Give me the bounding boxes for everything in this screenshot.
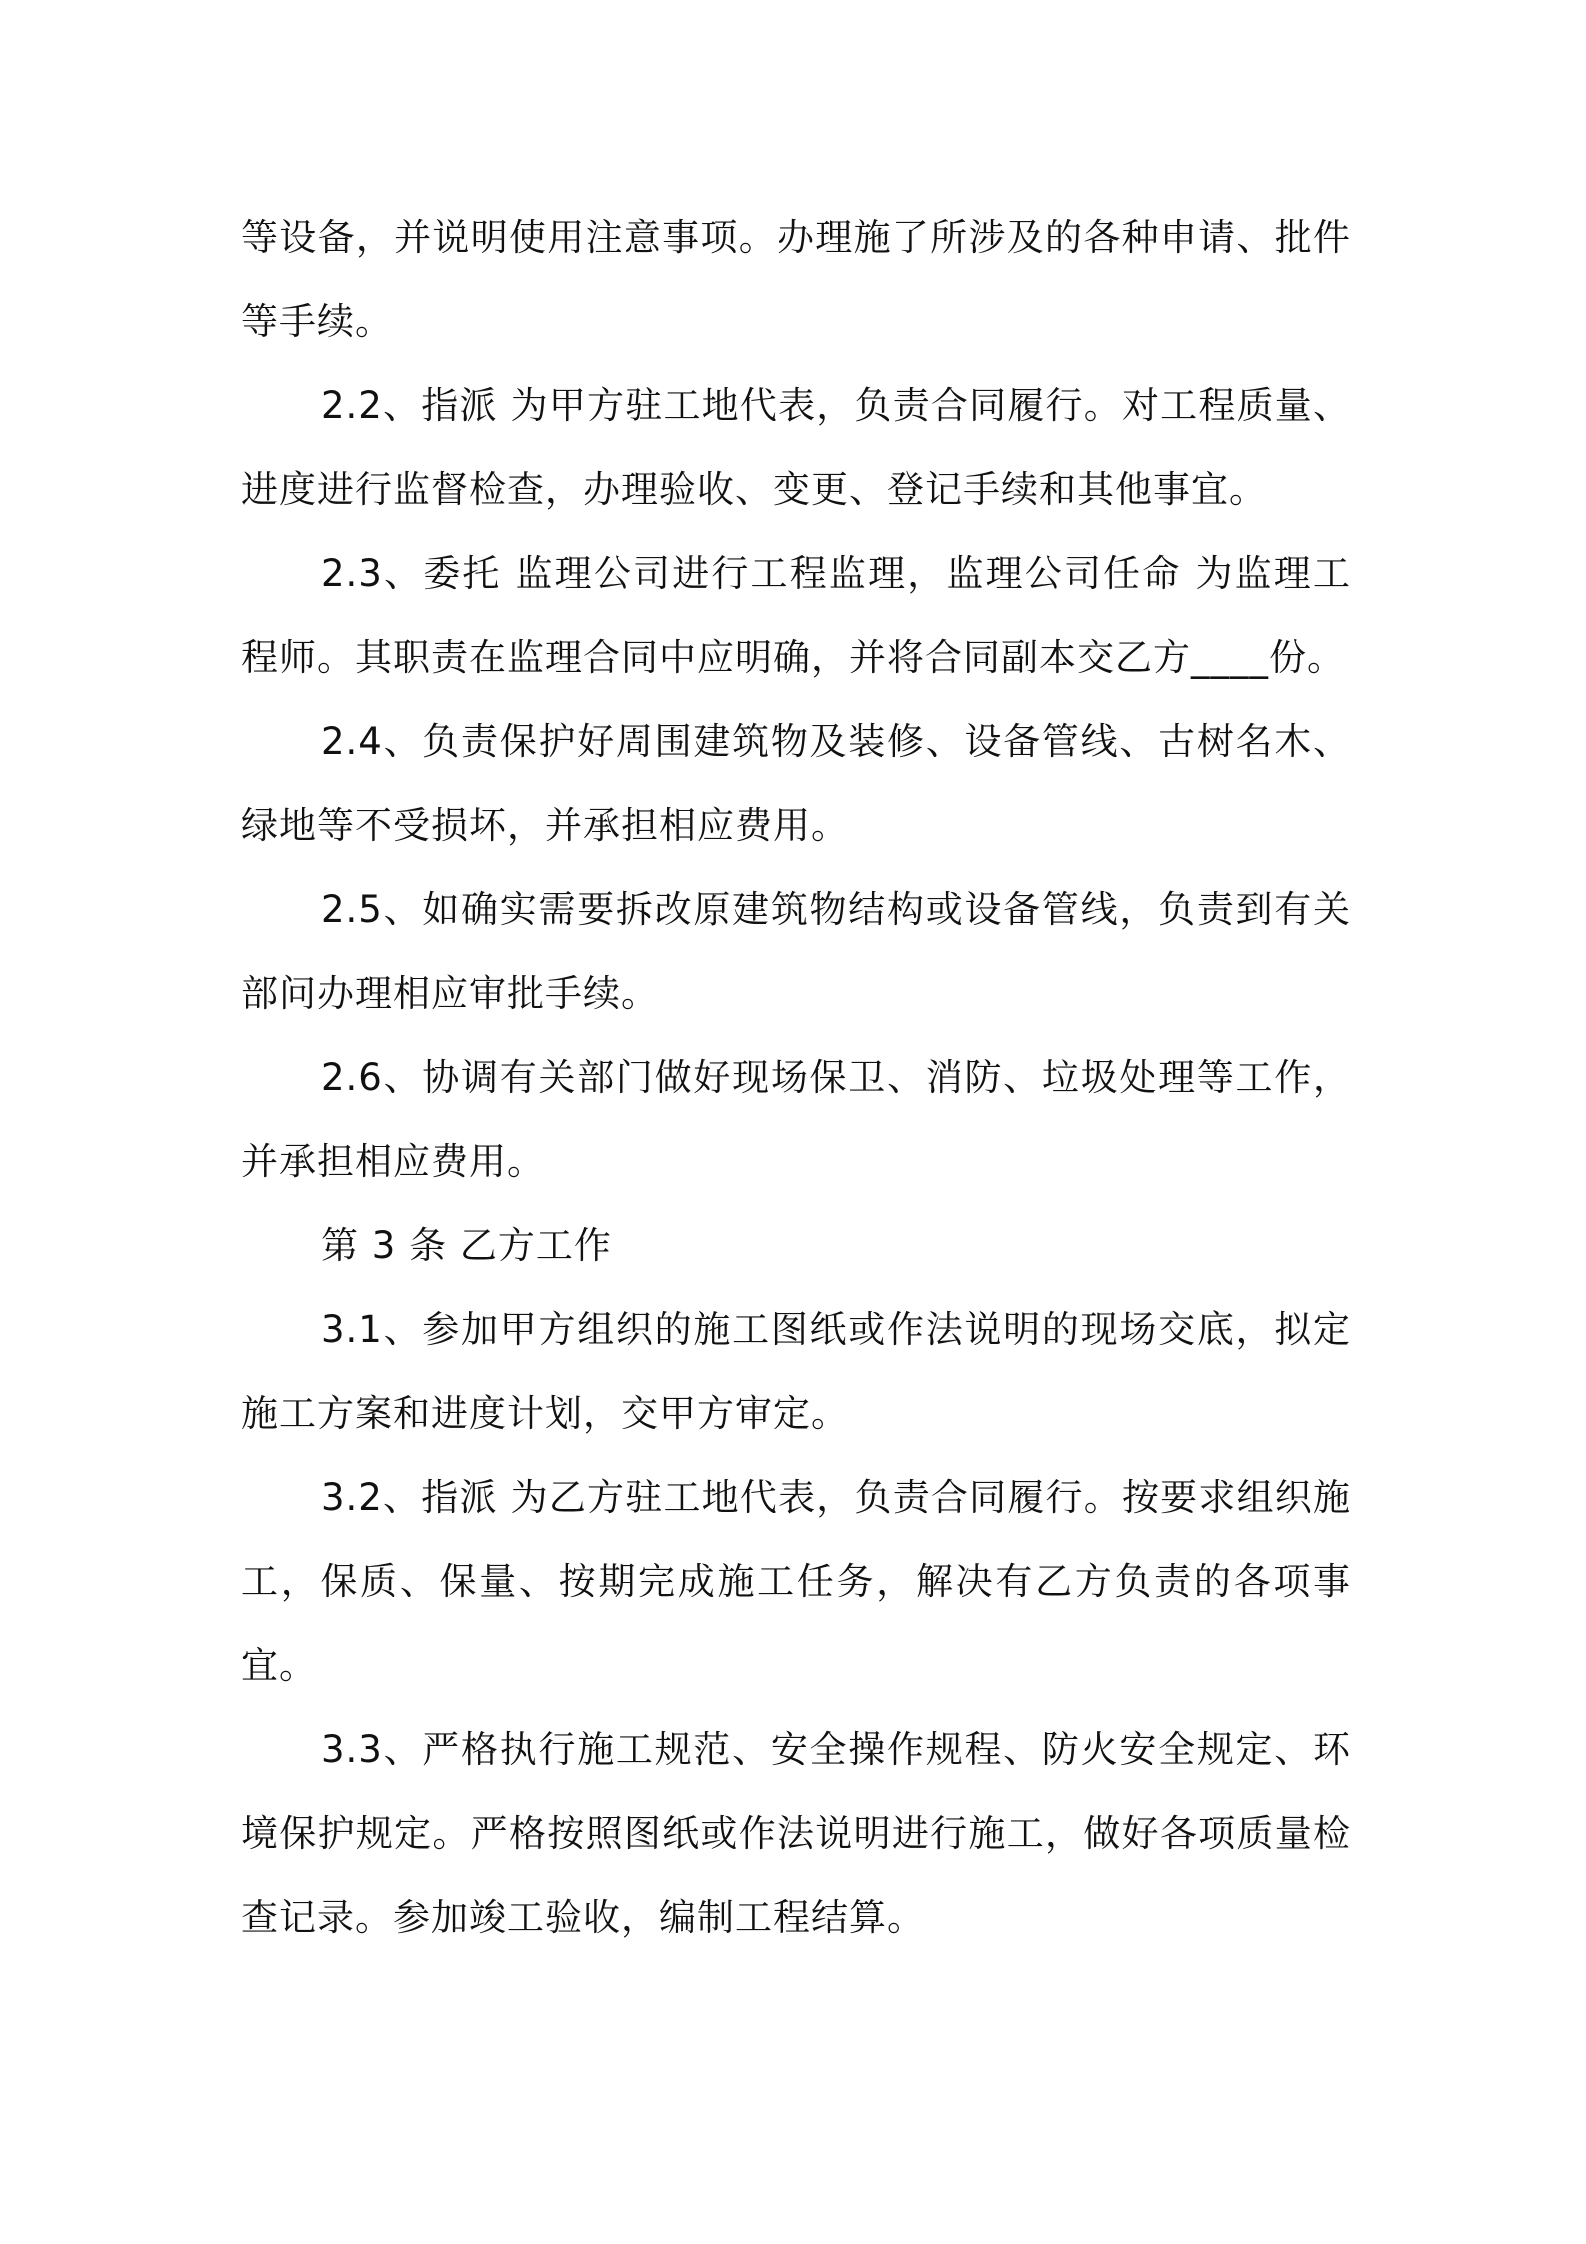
clause-3-3: 3.3、严格执行施工规范、安全操作规程、防火安全规定、环境保护规定。严格按照图纸或作法说明进行施工，做好各项质量检查记录。参加竣工验收，编制工程结算。 bbox=[241, 1728, 1351, 1939]
paragraph-continuation: 等设备，并说明使用注意事项。办理施了所涉及的各种申请、批件等手续。 bbox=[241, 216, 1351, 343]
clause-2-2: 2.2、指派 为甲方驻工地代表，负责合同履行。对工程质量、进度进行监督检查，办理验收、变更、登记手续和其他事宜。 bbox=[241, 384, 1351, 511]
clause-3-2: 3.2、指派 为乙方驻工地代表，负责合同履行。按要求组织施工，保质、保量、按期完成施工任务，解决有乙方负责的各项事宜。 bbox=[241, 1476, 1351, 1687]
clause-2-4: 2.4、负责保护好周围建筑物及装修、设备管线、古树名木、绿地等不受损坏，并承担相应费用。 bbox=[241, 720, 1351, 847]
clause-2-6: 2.6、协调有关部门做好现场保卫、消防、垃圾处理等工作，并承担相应费用。 bbox=[241, 1056, 1351, 1183]
clause-2-3: 2.3、委托 监理公司进行工程监理，监理公司任命 为监理工程师。其职责在监理合同中应明确，并将合同副本交乙方____份。 bbox=[241, 552, 1351, 679]
clause-2-5: 2.5、如确实需要拆改原建筑物结构或设备管线，负责到有关部问办理相应审批手续。 bbox=[241, 888, 1351, 1015]
document-body bbox=[241, 196, 1351, 1960]
article-3-heading: 第 3 条 乙方工作 bbox=[321, 1224, 612, 1267]
clause-3-1: 3.1、参加甲方组织的施工图纸或作法说明的现场交底，拟定施工方案和进度计划，交甲方审定。 bbox=[241, 1308, 1351, 1435]
